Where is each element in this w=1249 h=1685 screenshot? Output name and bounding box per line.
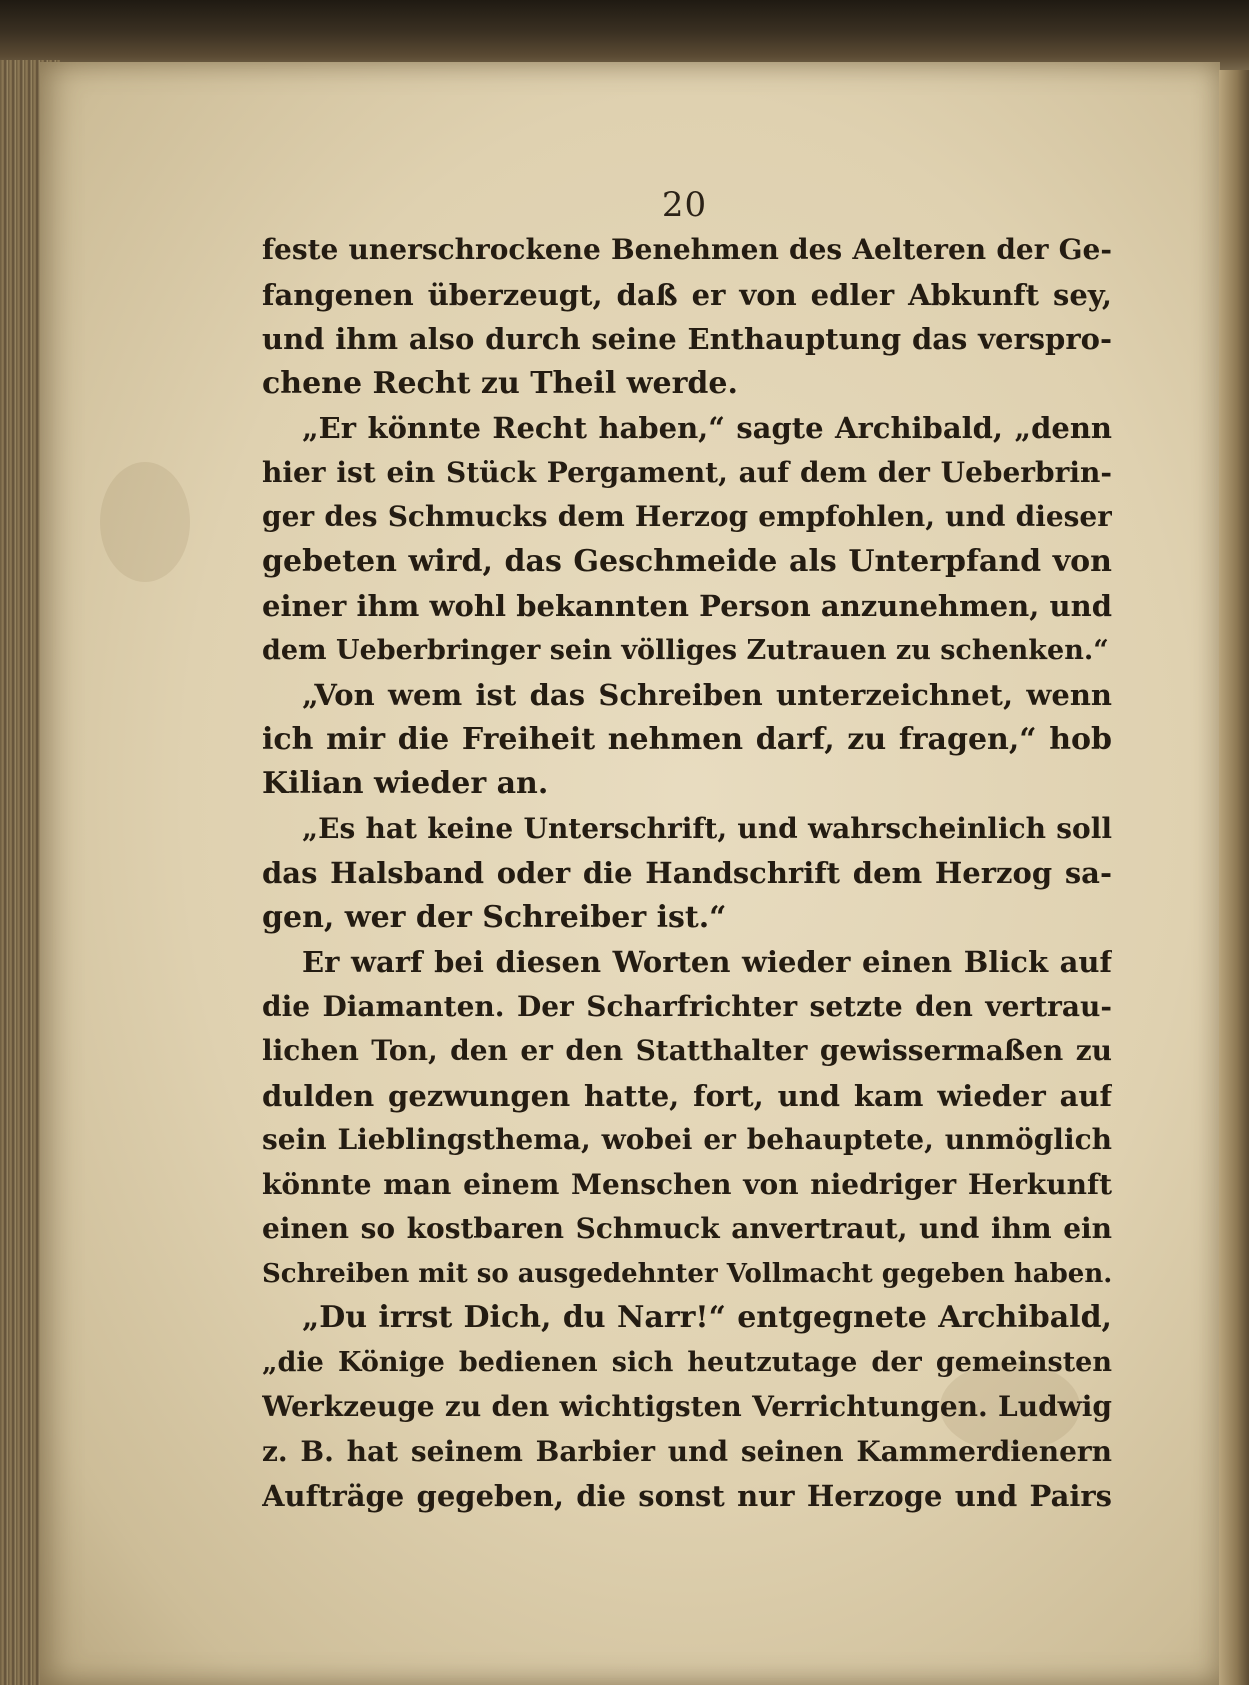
text-line: Werkzeuge zu den wichtigsten Verrichtungen. Ludwig — [262, 1390, 1112, 1423]
text-line: Schreiben mit so ausgedehnter Vollmacht gegeben haben. — [262, 1258, 1112, 1289]
text-line: könnte man einem Menschen von niedriger Herkunft — [262, 1167, 1112, 1201]
text-line: hier ist ein Stück Pergament, auf dem der Ueberbrin- — [262, 455, 1112, 489]
text-line: „die Könige bedienen sich heutzutage der gemeinsten — [262, 1346, 1112, 1378]
text-line: „Er könnte Recht haben,“ sagte Archibald, „denn — [302, 411, 1112, 445]
text-line: das Halsband oder die Handschrift dem Herzog sa- — [262, 856, 1112, 890]
text-line: Aufträge gegeben, die sonst nur Herzoge und Pairs — [262, 1479, 1112, 1513]
text-line: einen so kostbaren Schmuck anvertraut, und ihm ein — [262, 1212, 1112, 1245]
text-line: feste unerschrockene Benehmen des Aelteren der Ge- — [262, 233, 1112, 266]
text-line: dulden gezwungen hatte, fort, und kam wieder auf — [262, 1078, 1112, 1113]
text-line: Er warf bei diesen Worten wieder einen Blick auf — [302, 945, 1112, 979]
text-line: Kilian wieder an. — [262, 766, 549, 801]
text-line: sein Lieblingsthema, wobei er behauptete, unmöglich — [262, 1123, 1112, 1156]
text-line: einer ihm wohl bekannten Person anzunehmen, und — [262, 589, 1112, 623]
text-line: gen, wer der Schreiber ist.“ — [262, 899, 727, 935]
text-line: ger des Schmucks dem Herzog empfohlen, und dieser — [262, 500, 1112, 533]
page-gutter — [1219, 70, 1249, 1685]
text-line: „Du irrst Dich, du Narr!“ entgegnete Archibald, — [302, 1300, 1112, 1335]
text-line: die Diamanten. Der Scharfrichter setzte den vertrau- — [262, 989, 1112, 1023]
text-line: dem Ueberbringer sein völliges Zutrauen zu schenken.“ — [262, 634, 1109, 666]
text-line: z. B. hat seinem Barbier und seinen Kammerdienern — [262, 1434, 1112, 1468]
text-line: chene Recht zu Theil werde. — [262, 365, 738, 401]
text-line: und ihm also durch seine Enthauptung das verspro- — [262, 322, 1112, 356]
page-number: 20 — [661, 185, 708, 225]
page-text — [262, 228, 1112, 1519]
text-line: „Von wem ist das Schreiben unterzeichnet, wenn — [302, 678, 1112, 712]
text-line: ich mir die Freiheit nehmen darf, zu fragen,“ hob — [262, 721, 1112, 757]
paper-stain — [100, 462, 190, 582]
text-line: fangenen überzeugt, daß er von edler Abkunft sey, — [262, 277, 1112, 312]
text-line: gebeten wird, das Geschmeide als Unterpfand von — [262, 543, 1112, 579]
text-line: „Es hat keine Unterschrift, und wahrscheinlich soll — [302, 811, 1112, 845]
text-line: lichen Ton, den er den Statthalter gewissermaßen zu — [262, 1034, 1112, 1067]
